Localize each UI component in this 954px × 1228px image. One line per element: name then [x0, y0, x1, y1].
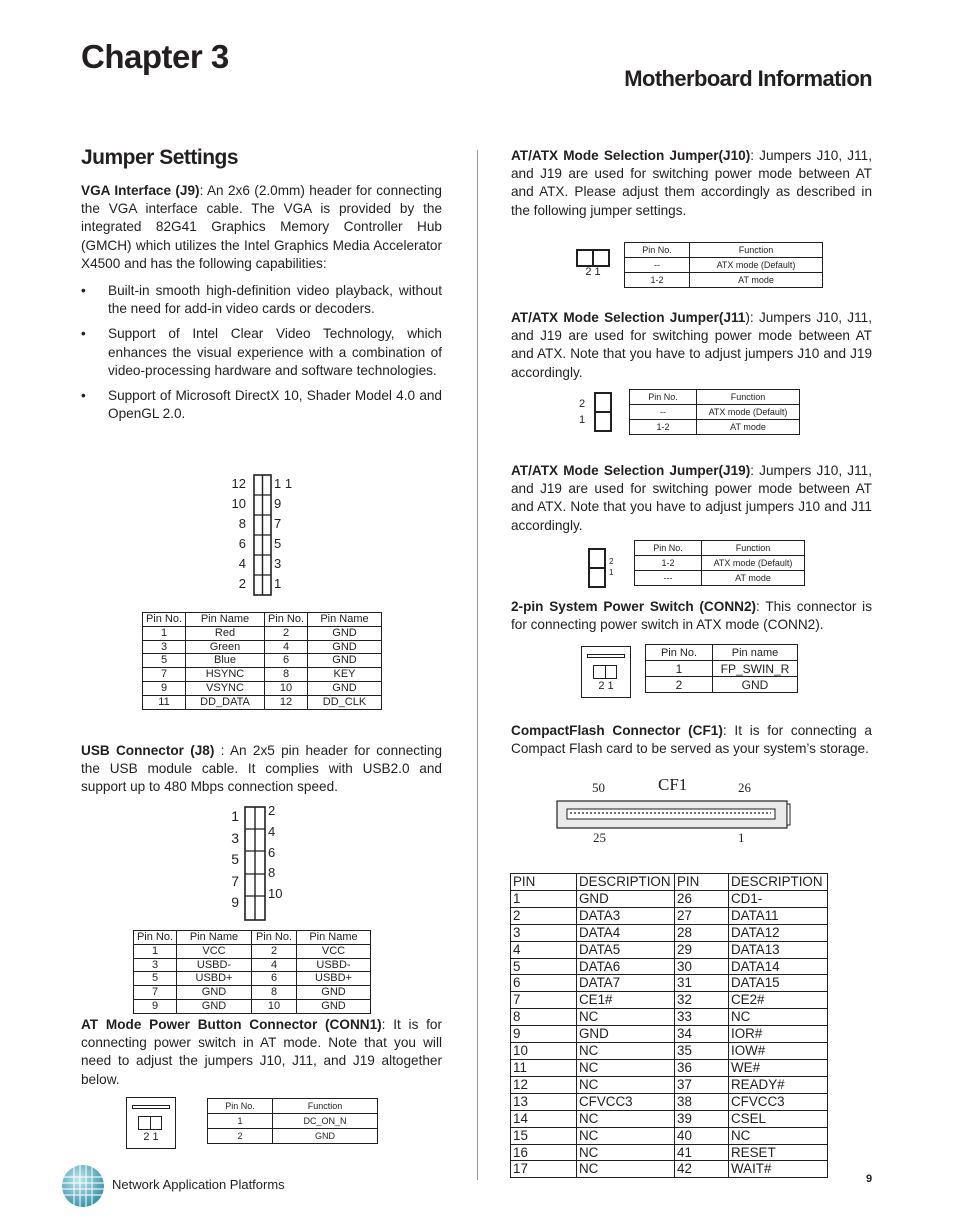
j19-pin-block [586, 547, 608, 589]
j19-text: : Jumpers J10, J11, and J19 are used for switching power mode between AT and ATX. Note that you have to adjust jumpers J10 and J11 accordingly. [511, 463, 872, 533]
connector-pins [138, 1116, 162, 1130]
conn2-title: 2-pin System Power Switch (CONN2) [511, 599, 757, 614]
table-row: 10 NC 35 IOW# [511, 1043, 828, 1060]
vga-capabilities-list [81, 282, 442, 430]
list-item: • Built-in smooth high-definition video playback, without the need for add-in video cards or decoders. [81, 283, 442, 317]
cf1-connector-diagram: 50 CF1 26 25 1 [556, 773, 796, 849]
j11-title: AT/ATX Mode Selection Jumper(J11 [511, 310, 746, 325]
table-row: 14 NC 39 CSEL [511, 1110, 828, 1127]
table-row: 7 HSYNC 8 KEY [143, 668, 382, 682]
cf1-slot-outline [556, 800, 792, 830]
table-header-row: Pin No. Pin Name Pin No. Pin Name [143, 613, 382, 627]
j10-paragraph [511, 147, 872, 220]
j10-function-table [624, 242, 823, 288]
table-row: -- ATX mode (Default) [630, 405, 800, 420]
table-header-row: Pin No. Function [625, 243, 823, 258]
table-row: 1-2 ATX mode (Default) [635, 556, 805, 571]
conn1-function-table [207, 1098, 378, 1144]
usb-pin-table [133, 930, 371, 1014]
table-row: 1 VCC 2 VCC [134, 944, 371, 958]
chapter-title: Chapter 3 [81, 38, 229, 75]
j11-function-table [629, 389, 800, 435]
vga-paragraph [81, 182, 442, 273]
table-row: 5 USBD+ 6 USBD+ [134, 972, 371, 986]
table-row: 4 DATA5 29 DATA13 [511, 941, 828, 958]
cf1-title: CompactFlash Connector (CF1) [511, 723, 723, 738]
j11-jumper-diagram: 2 1 [577, 391, 617, 433]
table-row: 2 GND [646, 677, 798, 693]
section-title: Motherboard Information [624, 66, 872, 91]
table-row: 6 DATA7 31 DATA15 [511, 975, 828, 992]
j10-title: AT/ATX Mode Selection Jumper(J10) [511, 148, 751, 163]
vga-header-diagram: 12 10 8 6 4 2 1 1 9 7 5 3 1 [225, 474, 305, 598]
table-row: 1 Red 2 GND [143, 626, 382, 640]
table-row: 1 FP_SWIN_R [646, 661, 798, 677]
table-header-row: PIN DESCRIPTION PIN DESCRIPTION [511, 874, 828, 891]
cf1-pin-table [510, 873, 828, 1178]
conn2-connector-diagram: 2 1 [581, 646, 631, 698]
table-row: 8 NC 33 NC [511, 1009, 828, 1026]
table-row: 7 GND 8 GND [134, 986, 371, 1000]
j11-text: ): Jumpers J10, J11, and J19 are used for switching power mode between AT and ATX. Note that you have to adjust jumpers J10 and J19 accordingly. [511, 310, 872, 380]
j10-pin-block [576, 249, 610, 267]
table-header-row: Pin No. Pin Name Pin No. Pin Name [134, 931, 371, 945]
table-row: 11 NC 36 WE# [511, 1059, 828, 1076]
j19-paragraph [511, 462, 872, 535]
j10-text: : Jumpers J10, J11, and J19 are used for switching power mode between AT and ATX. Please adjust them accordingly as described in the following jumper settings. [511, 148, 872, 218]
table-row: 9 GND 10 GND [134, 999, 371, 1013]
table-row: 1-2 AT mode [625, 273, 823, 288]
table-row: 3 USBD- 4 USBD- [134, 958, 371, 972]
connector-key [587, 654, 625, 658]
table-row: 9 VSYNC 10 GND [143, 681, 382, 695]
globe-logo-icon [60, 1163, 106, 1209]
conn2-text: : This connector is for connecting power switch in ATX mode (CONN2). [511, 599, 872, 633]
table-header-row: Pin No. Pin name [646, 645, 798, 661]
vga-title: VGA Interface (J9) [81, 183, 200, 198]
cf1-text: : It is for connecting a Compact Flash card to be served as your system’s storage. [511, 723, 872, 757]
j11-paragraph [511, 309, 872, 382]
table-row: 3 DATA4 28 DATA12 [511, 924, 828, 941]
jumper-settings-heading: Jumper Settings [81, 146, 239, 169]
connector-pins [593, 665, 617, 679]
vga-text: : An 2x6 (2.0mm) header for connecting the VGA interface cable. The VGA is provided by the integrated 82G41 Graphics Memory Controller Hub (GMCH) which utilizes the Intel Graphics Media Accelerator X4500 and has the following capabilities: [81, 183, 442, 271]
table-row: 3 Green 4 GND [143, 640, 382, 654]
connector-key [132, 1105, 170, 1109]
conn1-connector-diagram: 2 1 [126, 1097, 176, 1149]
table-row: 2 GND [208, 1129, 378, 1144]
table-row: 2 DATA3 27 DATA11 [511, 907, 828, 924]
j19-jumper-diagram: 2 1 [586, 547, 620, 589]
table-header-row: Pin No. Function [630, 390, 800, 405]
usb-text: : An 2x5 pin header for connecting the USB module cable. It complies with USB2.0 and support up to 480 Mbps connection speed. [81, 743, 442, 795]
footer-text: Network Application Platforms [112, 1177, 285, 1192]
j10-jumper-diagram: 2 1 [576, 249, 610, 283]
table-row: 7 CE1# 32 CE2# [511, 992, 828, 1009]
conn2-paragraph [511, 598, 872, 634]
usb-header-diagram: 1 3 5 7 9 2 4 6 8 10 [222, 804, 312, 922]
column-divider [477, 150, 478, 1180]
usb-title: USB Connector (J8) [81, 743, 215, 758]
conn1-text: : It is for connecting power switch in AT mode. Note that you will need to adjust the jumpers J10, J11, and J19 altogether below. [81, 1017, 443, 1087]
table-row: 17 NC 42 WAIT# [511, 1161, 828, 1178]
table-row: 11 DD_DATA 12 DD_CLK [143, 695, 382, 709]
table-row: 9 GND 34 IOR# [511, 1026, 828, 1043]
table-row: --- AT mode [635, 571, 805, 586]
j19-function-table [634, 540, 805, 586]
table-row: 5 Blue 6 GND [143, 654, 382, 668]
conn2-pin-table [645, 644, 798, 693]
table-row: 1-2 AT mode [630, 420, 800, 435]
j19-title: AT/ATX Mode Selection Jumper(J19) [511, 463, 751, 478]
conn1-paragraph [81, 1016, 442, 1089]
table-row: 15 NC 40 NC [511, 1127, 828, 1144]
page-number: 9 [866, 1173, 873, 1185]
table-row: 5 DATA6 30 DATA14 [511, 958, 828, 975]
table-header-row: Pin No. Function [208, 1099, 378, 1114]
table-row: -- ATX mode (Default) [625, 258, 823, 273]
table-header-row: Pin No. Function [635, 541, 805, 556]
table-row: 1 DC_ON_N [208, 1114, 378, 1129]
table-row: 13 CFVCC3 38 CFVCC3 [511, 1093, 828, 1110]
list-item: • Support of Microsoft DirectX 10, Shader Model 4.0 and OpenGL 2.0. [81, 388, 442, 422]
table-row: 1 GND 26 CD1- [511, 890, 828, 907]
cf1-paragraph [511, 722, 872, 758]
list-item: • Support of Intel Clear Video Technology, which enhances the visual experience with a combination of video-processing hardware and software technologies. [81, 326, 442, 378]
usb-paragraph [81, 742, 442, 797]
vga-pin-table [142, 612, 382, 710]
table-row: 16 NC 41 RESET [511, 1144, 828, 1161]
table-row: 12 NC 37 READY# [511, 1076, 828, 1093]
conn1-title: AT Mode Power Button Connector (CONN1) [81, 1017, 382, 1032]
